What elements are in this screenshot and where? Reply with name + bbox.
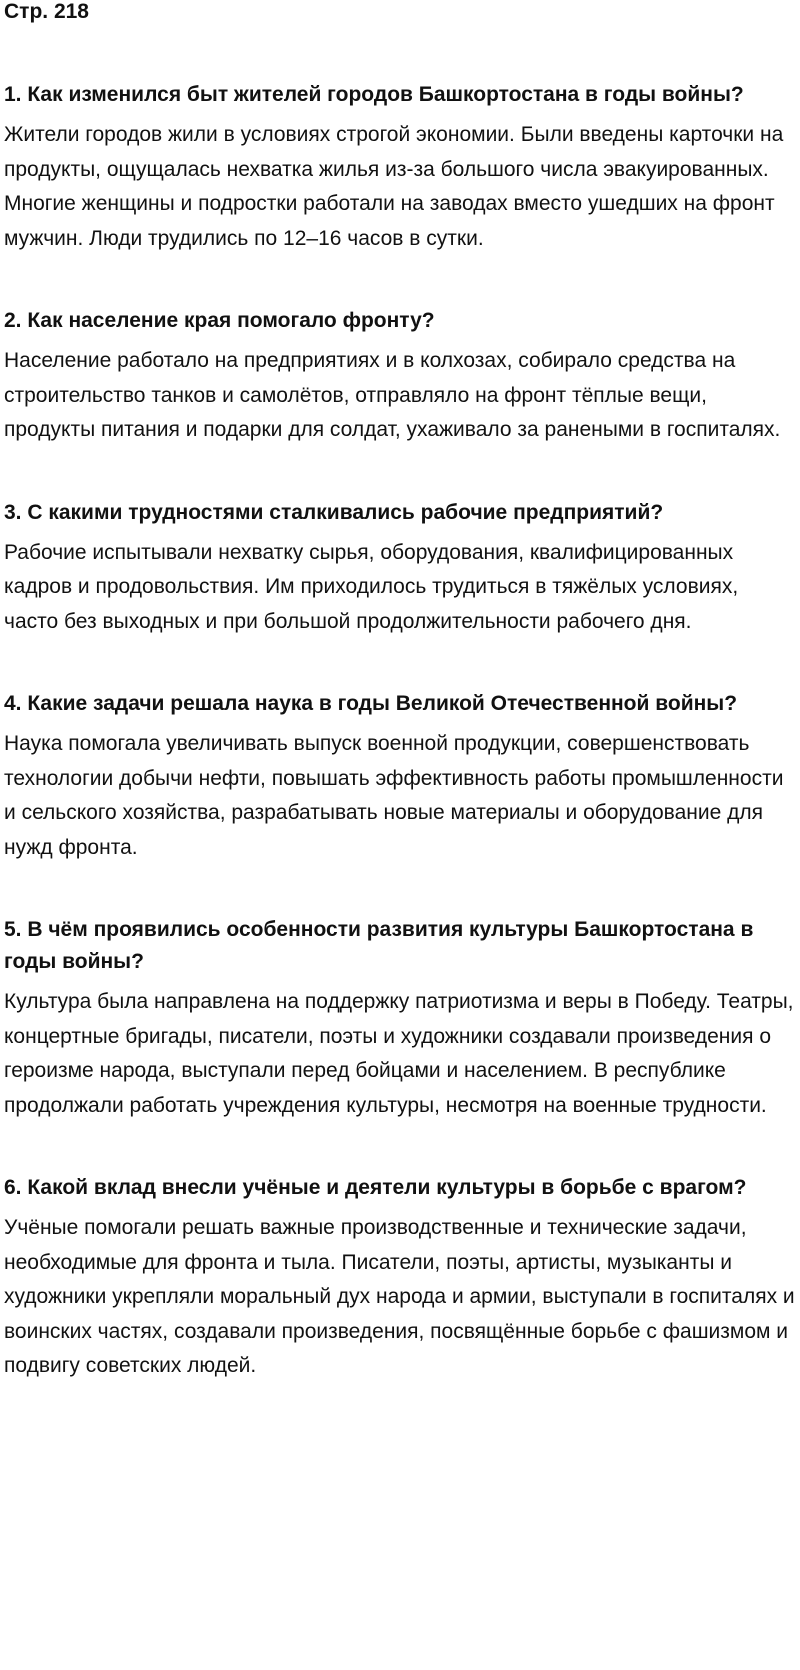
qa-block-4 xyxy=(4,688,796,865)
answer-6: Учёные помогали решать важные производственные и технические задачи, необходимые для фронта и тыла. Писатели, поэты, артисты, музыканты и художники укрепляли моральный дух народа и армии, выступали в госпиталях и воинских частях, создавали произведения, посвящённые борьбе с фашизмом и подвигу советских людей. xyxy=(4,1216,795,1377)
question-5: 5. В чём проявились особенности развития культуры Башкортостана в годы войны? xyxy=(4,918,754,973)
answer-1: Жители городов жили в условиях строгой экономии. Были введены карточки на продукты, ощущалась нехватка жилья из-за большого числа эвакуированных. Многие женщины и подростки работали на заводах вместо ушедших на фронт мужчин. Люди трудились по 12–16 часов в сутки. xyxy=(4,123,784,250)
page-number: Стр. 218 xyxy=(4,0,89,23)
qa-block-2 xyxy=(4,305,796,448)
answer-4: Наука помогала увеличивать выпуск военной продукции, совершенствовать технологии добычи нефти, повышать эффективность работы промышленности и сельского хозяйства, разрабатывать новые материалы и оборудование для нужд фронта. xyxy=(4,732,784,859)
question-4: 4. Какие задачи решала наука в годы Великой Отечественной войны? xyxy=(4,692,738,715)
answer-3: Рабочие испытывали нехватку сырья, оборудования, квалифицированных кадров и продовольствия. Им приходилось трудиться в тяжёлых условиях, часто без выходных и при большой продолжительности рабочего дня. xyxy=(4,540,739,633)
qa-block-3 xyxy=(4,497,796,640)
answer-5: Культура была направлена на поддержку патриотизма и веры в Победу. Театры, концертные бригады, писатели, поэты и художники создавали произведения о героизме народа, выступали перед бойцами и населением. В республике продолжали работать учреждения культуры, несмотря на военные трудности. xyxy=(4,990,794,1117)
question-1: 1. Как изменился быт жителей городов Башкортостана в годы войны? xyxy=(4,83,744,106)
answer-2: Население работало на предприятиях и в колхозах, собирало средства на строительство танков и самолётов, отправляло на фронт тёплые вещи, продукты питания и подарки для солдат, ухаживало за ранеными в госпиталях. xyxy=(4,349,781,441)
question-6: 6. Какой вклад внесли учёные и деятели культуры в борьбе с врагом? xyxy=(4,1176,747,1199)
qa-block-1 xyxy=(4,79,796,256)
question-2: 2. Как население края помогало фронту? xyxy=(4,309,435,332)
question-3: 3. С какими трудностями сталкивались рабочие предприятий? xyxy=(4,500,664,524)
qa-block-6 xyxy=(4,1172,796,1384)
qa-block-5 xyxy=(4,914,796,1123)
